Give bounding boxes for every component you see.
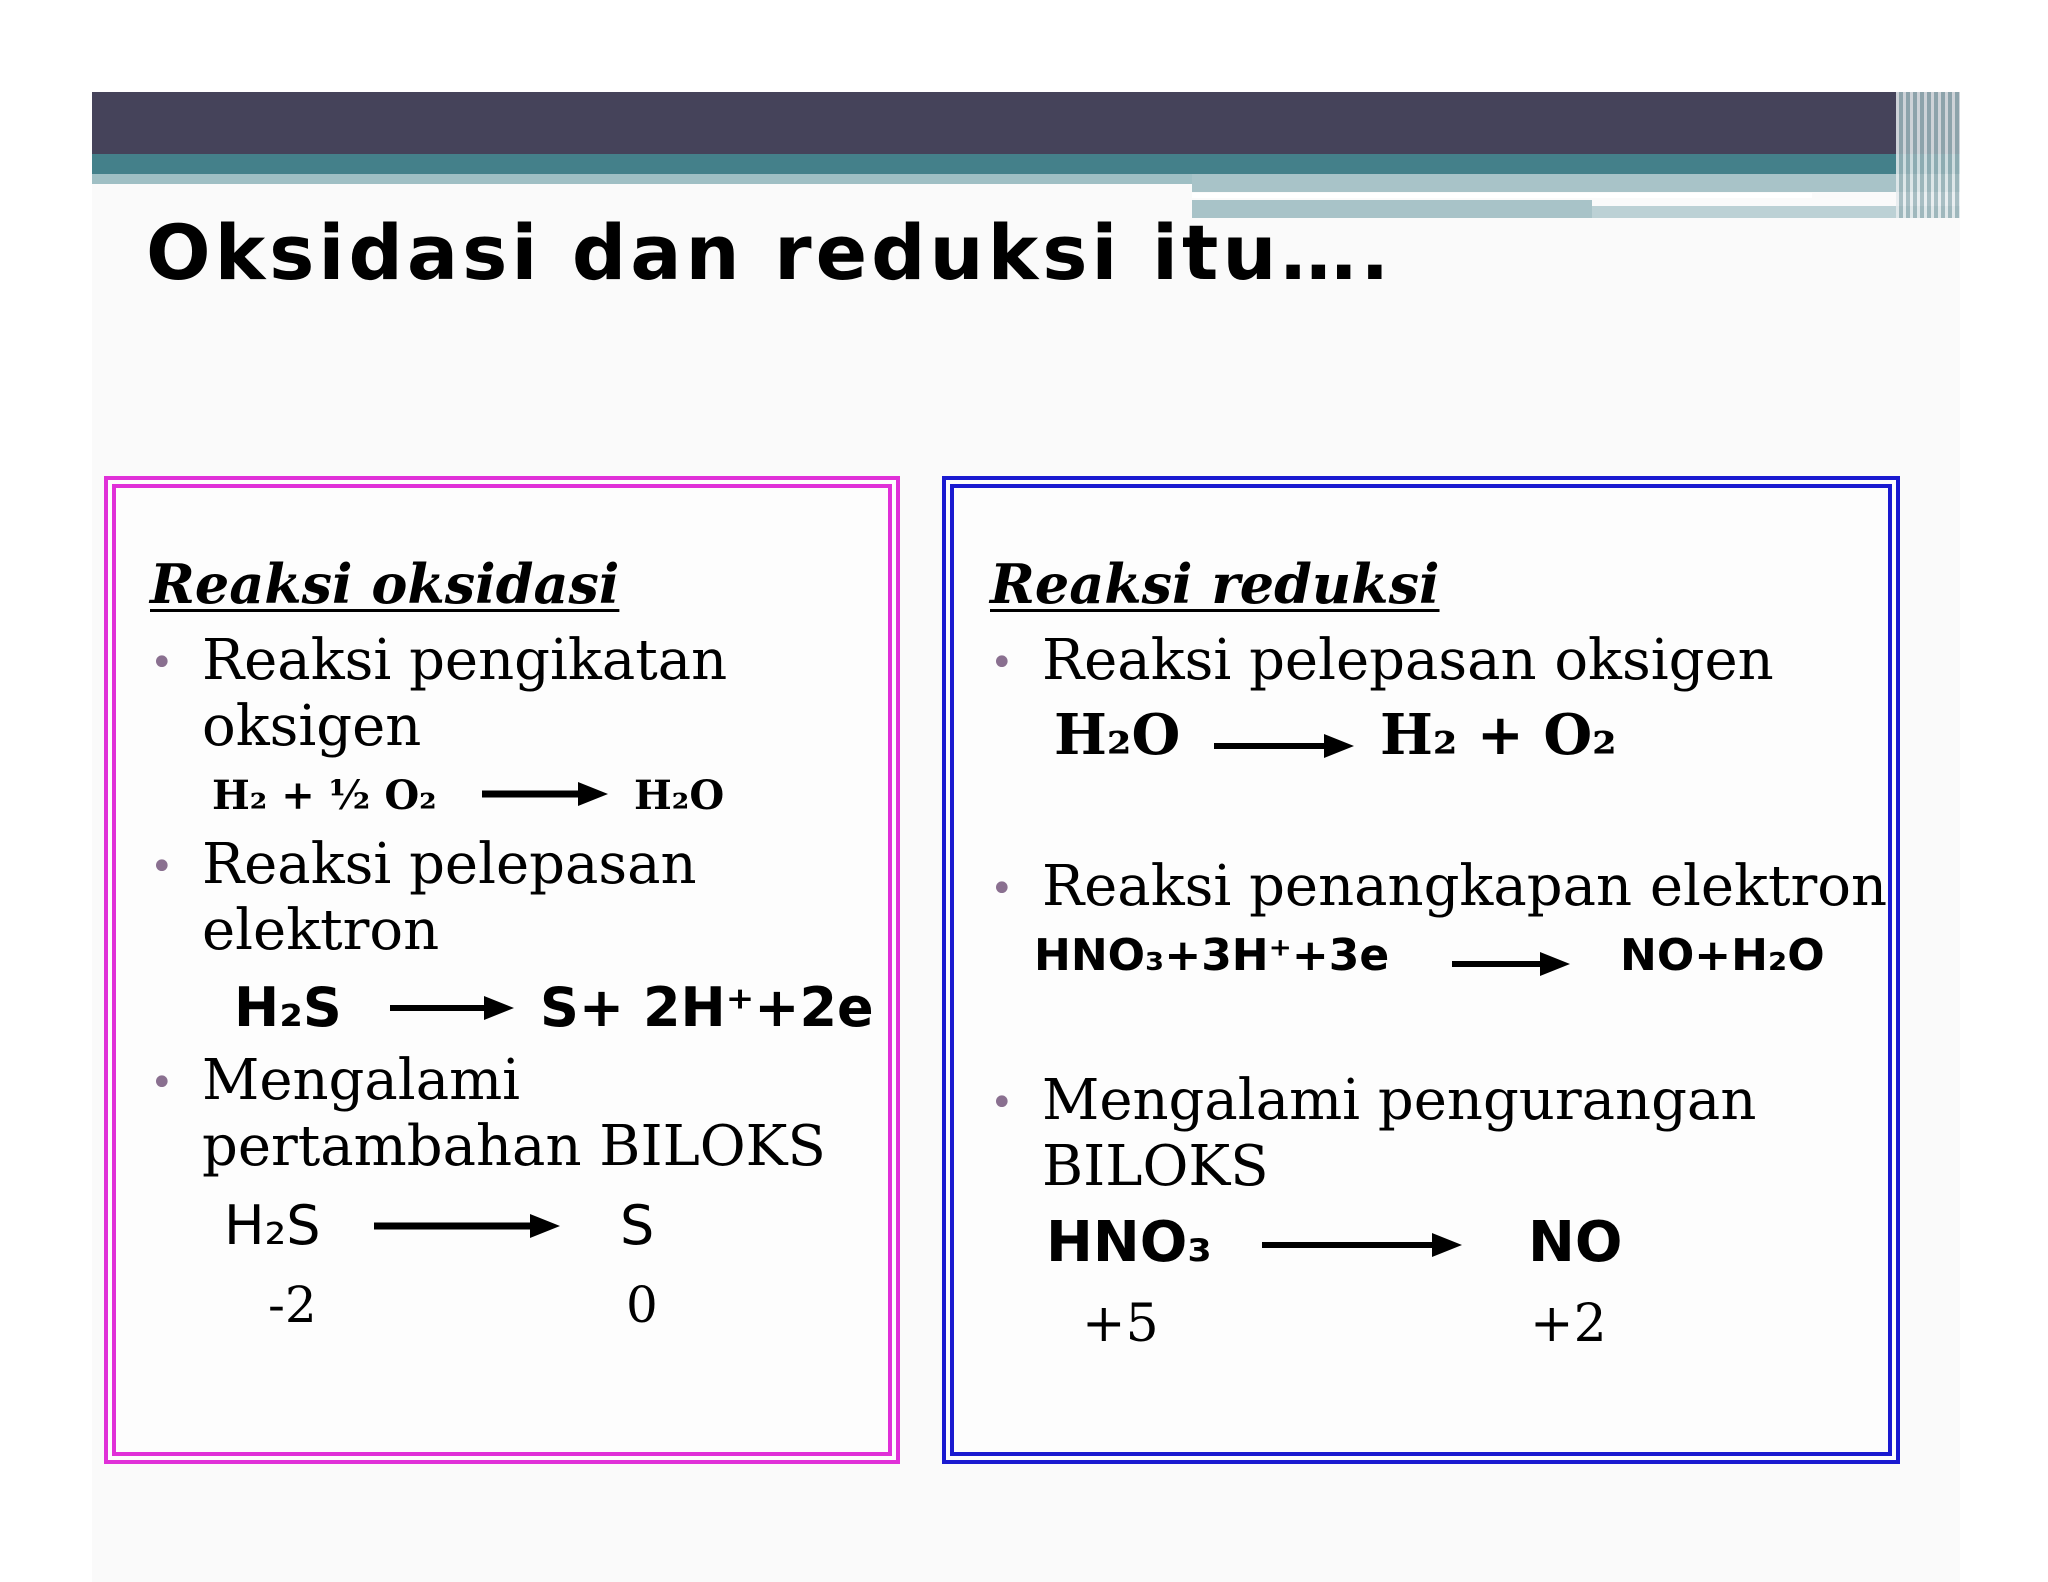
oxidation-biloks-right: 0: [626, 1276, 658, 1334]
oxidation-eq-1-right: H₂O: [634, 772, 725, 819]
reduction-eq-1-right: H₂ + O₂: [1380, 702, 1617, 768]
reduction-eq-2-right: NO+H₂O: [1620, 930, 1825, 981]
bullet-icon: •: [150, 1060, 174, 1106]
right-arrow-icon: [374, 1213, 560, 1239]
reduction-eq-1-left: H₂O: [1054, 702, 1181, 768]
header-bar-light: [1192, 174, 1960, 192]
bullet-icon: •: [990, 1080, 1014, 1126]
header-bar-light: [92, 174, 1192, 184]
oxidation-eq-2-right: S+ 2H⁺+2e: [540, 976, 874, 1039]
oxidation-biloks-left: -2: [268, 1276, 317, 1334]
reduction-item-3-line-1: Mengalami pengurangan: [1042, 1068, 1757, 1133]
right-arrow-icon: [1452, 951, 1570, 977]
reduction-eq-3-left: HNO₃: [1046, 1210, 1212, 1275]
header-bar-dark: [92, 92, 1960, 154]
right-arrow-icon: [1214, 733, 1354, 759]
reduction-eq-3-right: NO: [1528, 1210, 1623, 1275]
oxidation-eq-2-left: H₂S: [234, 976, 342, 1039]
oxidation-eq-3-right: S: [620, 1194, 655, 1257]
oxidation-box: [104, 476, 900, 1464]
reduction-item-3-line-2: BILOKS: [1042, 1134, 1269, 1199]
right-arrow-icon: [390, 995, 514, 1021]
reduction-item-2-line-1: Reaksi penangkapan elektron: [1042, 854, 1888, 919]
reduction-heading: Reaksi reduksi: [990, 552, 1440, 616]
bullet-icon: •: [990, 866, 1014, 912]
right-arrow-icon: [482, 781, 608, 807]
reduction-eq-2-left: HNO₃+3H⁺+3e: [1034, 930, 1390, 981]
oxidation-item-1-line-2: oksigen: [202, 694, 422, 759]
right-arrow-icon: [1262, 1232, 1462, 1258]
oxidation-eq-1-left: H₂ + ½ O₂: [212, 772, 437, 819]
bullet-icon: •: [990, 640, 1014, 686]
header-line: [1192, 193, 1812, 198]
oxidation-item-2-line-1: Reaksi pelepasan: [202, 832, 697, 897]
oxidation-item-3-line-1: Mengalami: [202, 1048, 521, 1113]
header-bar-teal: [92, 154, 1960, 174]
slide-title: Oksidasi dan reduksi itu….: [146, 208, 1394, 297]
reduction-biloks-right: +2: [1530, 1294, 1607, 1354]
bullet-icon: •: [150, 640, 174, 686]
oxidation-eq-3-left: H₂S: [224, 1194, 321, 1257]
oxidation-item-2-line-2: elektron: [202, 898, 440, 963]
oxidation-item-1-line-1: Reaksi pengikatan: [202, 628, 728, 693]
oxidation-heading: Reaksi oksidasi: [150, 552, 620, 616]
bullet-icon: •: [150, 844, 174, 890]
oxidation-item-3-line-2: pertambahan BILOKS: [202, 1114, 826, 1179]
reduction-biloks-left: +5: [1082, 1294, 1159, 1354]
reduction-item-1-line-1: Reaksi pelepasan oksigen: [1042, 628, 1774, 693]
header-stripes: [1896, 92, 1960, 218]
